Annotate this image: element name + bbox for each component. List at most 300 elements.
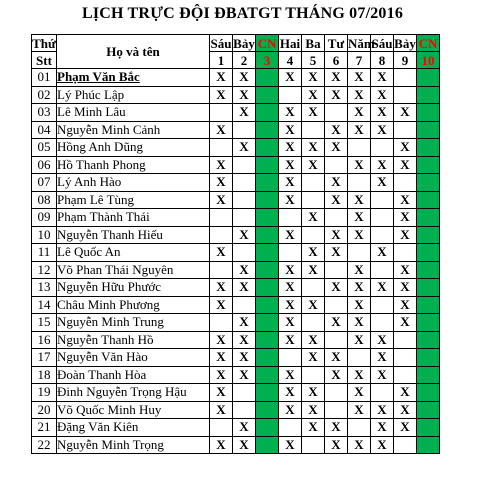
row-name [57,86,210,104]
duty-mark: X [308,86,318,102]
duty-cell [210,174,233,192]
duty-cell [256,436,279,454]
duty-mark: X [239,139,249,155]
header-date: 4 [279,52,302,69]
duty-cell [279,226,302,244]
duty-cell [371,244,394,262]
duty-cell [233,279,256,297]
table-row [32,436,440,454]
duty-mark: X [216,279,226,295]
duty-mark: X [331,139,341,155]
page-title: LỊCH TRỰC ĐỘI ĐBATGT THÁNG 07/2016 [81,5,404,22]
duty-cell [371,401,394,419]
duty-mark: X [354,279,364,295]
duty-cell [371,314,394,332]
duty-cell [302,69,325,87]
duty-mark: X [400,401,410,417]
duty-cell [394,191,417,209]
duty-cell [256,419,279,437]
header-day-of-week: Hai [279,35,301,51]
duty-cell [279,384,302,402]
duty-cell [371,121,394,139]
duty-cell [371,419,394,437]
duty-mark: X [400,139,410,155]
row-stt: 20 [32,401,57,419]
duty-mark: X [400,296,410,312]
duty-cell [210,331,233,349]
duty-cell [348,384,371,402]
duty-cell [417,139,440,157]
duty-cell [233,261,256,279]
duty-cell [233,121,256,139]
header-day-of-week: CN [256,35,279,52]
duty-cell [417,104,440,122]
duty-mark: X [216,174,226,190]
row-name [57,436,210,454]
duty-cell [394,209,417,227]
duty-mark: X [354,401,364,417]
duty-cell [256,349,279,367]
duty-mark: X [331,86,341,102]
header-day-of-week: CN [417,35,440,52]
duty-cell [210,436,233,454]
duty-mark: X [354,226,364,242]
row-name [57,349,210,367]
header-day-of-week: Năm [348,35,375,51]
header-date: 1 [210,52,233,69]
duty-cell [371,296,394,314]
table-row [32,191,440,209]
duty-cell [371,261,394,279]
header-stt: Stt [32,52,57,69]
row-stt: 07 [32,174,57,192]
duty-mark: X [331,244,341,260]
table-row [32,244,440,262]
table-row [32,156,440,174]
row-name [57,156,210,174]
duty-cell [233,296,256,314]
table-row [32,209,440,227]
duty-cell [279,139,302,157]
duty-cell [371,139,394,157]
duty-mark: X [285,384,295,400]
duty-cell [417,436,440,454]
table-row [32,261,440,279]
duty-cell [233,226,256,244]
table-row [32,226,440,244]
duty-cell [302,86,325,104]
duty-cell [371,191,394,209]
duty-cell [256,191,279,209]
schedule-table [31,34,440,454]
duty-cell [210,156,233,174]
duty-mark: X [216,86,226,102]
duty-mark: X [400,191,410,207]
duty-mark: X [377,331,387,347]
duty-cell [348,69,371,87]
duty-cell [256,226,279,244]
row-stt: 03 [32,104,57,122]
table-row [32,419,440,437]
duty-cell [210,296,233,314]
header-date: 3 [256,52,279,69]
table-row [32,366,440,384]
row-name-text: Nguyễn Hữu Phước [57,279,162,295]
duty-mark: X [285,121,295,137]
duty-mark: X [216,156,226,172]
duty-cell [417,86,440,104]
duty-cell [325,104,348,122]
duty-mark: X [377,349,387,365]
duty-mark: X [239,314,249,330]
duty-mark: X [354,384,364,400]
row-name [57,226,210,244]
duty-mark: X [239,331,249,347]
duty-mark: X [400,226,410,242]
row-name [57,104,210,122]
row-name [57,139,210,157]
table-row [32,86,440,104]
duty-cell [302,401,325,419]
duty-cell [279,121,302,139]
duty-cell [371,384,394,402]
header-date: 10 [417,52,440,69]
duty-cell [256,86,279,104]
duty-cell [325,366,348,384]
duty-mark: X [216,69,226,85]
duty-cell [348,436,371,454]
duty-cell [394,419,417,437]
header-date: 6 [325,52,348,69]
duty-cell [256,261,279,279]
duty-cell [233,244,256,262]
duty-cell [417,244,440,262]
duty-mark: X [377,244,387,260]
duty-cell [256,296,279,314]
header-date: 5 [302,52,325,69]
duty-cell [348,261,371,279]
row-name-text: Lý Phúc Lập [57,86,125,102]
duty-cell [210,191,233,209]
header-date: 2 [233,52,256,69]
duty-cell [417,384,440,402]
duty-cell [348,401,371,419]
duty-mark: X [377,401,387,417]
duty-cell [302,139,325,157]
duty-cell [210,104,233,122]
duty-cell [325,261,348,279]
duty-mark: X [400,209,410,225]
duty-mark: X [216,366,226,382]
duty-mark: X [331,279,341,295]
duty-mark: X [285,69,295,85]
duty-cell [371,366,394,384]
row-name-text: Đặng Văn Kiên [57,419,139,435]
duty-mark: X [308,156,318,172]
header-date: 7 [348,52,371,69]
duty-cell [394,296,417,314]
duty-cell [210,366,233,384]
table-row [32,296,440,314]
row-name [57,174,210,192]
duty-cell [348,244,371,262]
duty-mark: X [331,226,341,242]
duty-cell [348,331,371,349]
row-stt: 06 [32,156,57,174]
duty-cell [348,104,371,122]
duty-mark: X [354,296,364,312]
duty-cell [325,121,348,139]
duty-mark: X [285,226,295,242]
duty-cell [348,86,371,104]
duty-cell [279,419,302,437]
duty-mark: X [285,174,295,190]
row-name-text: Phạm Thành Thái [57,209,150,225]
duty-cell [417,121,440,139]
duty-mark: X [331,121,341,137]
row-name [57,419,210,437]
row-stt: 05 [32,139,57,157]
row-name [57,69,210,87]
row-name-text: Nguyễn Minh Trung [57,314,164,330]
duty-cell [279,244,302,262]
header-day-of-week: Tư [325,35,348,52]
duty-cell [348,191,371,209]
duty-cell [325,156,348,174]
duty-mark: X [308,384,318,400]
duty-cell [394,156,417,174]
duty-mark: X [239,419,249,435]
duty-mark: X [354,86,364,102]
duty-cell [233,191,256,209]
duty-cell [325,419,348,437]
duty-cell [279,191,302,209]
duty-cell [210,86,233,104]
duty-cell [325,209,348,227]
duty-cell [394,69,417,87]
duty-mark: X [377,419,387,435]
duty-mark: X [285,104,295,120]
row-name [57,244,210,262]
duty-cell [394,401,417,419]
duty-mark: X [331,349,341,365]
duty-cell [233,209,256,227]
row-name-text: Nguyễn Thanh Hồ [57,331,154,347]
duty-cell [417,69,440,87]
duty-cell [417,349,440,367]
duty-cell [233,436,256,454]
header-day-of-week: Bảy [394,35,416,51]
duty-cell [417,366,440,384]
duty-cell [417,279,440,297]
duty-mark: X [285,314,295,330]
duty-mark: X [239,261,249,277]
duty-cell [371,349,394,367]
duty-cell [279,401,302,419]
row-stt: 17 [32,349,57,367]
row-name [57,314,210,332]
duty-mark: X [285,401,295,417]
duty-cell [233,331,256,349]
duty-cell [325,69,348,87]
duty-cell [279,296,302,314]
duty-cell [325,244,348,262]
header-day-of-week: Sáu [210,35,232,51]
duty-cell [325,191,348,209]
row-stt: 01 [32,69,57,87]
row-name-text: Nguyễn Văn Hào [57,349,148,365]
row-name-text: Lê Quốc An [57,244,121,260]
row-stt: 16 [32,331,57,349]
duty-mark: X [308,419,318,435]
duty-cell [233,69,256,87]
row-stt: 12 [32,261,57,279]
row-name [57,279,210,297]
duty-cell [256,279,279,297]
row-name-text: Lê Minh Lâu [57,104,126,120]
duty-mark: X [354,69,364,85]
duty-cell [371,436,394,454]
duty-cell [348,226,371,244]
duty-cell [325,174,348,192]
duty-mark: X [400,261,410,277]
duty-mark: X [285,261,295,277]
row-stt: 13 [32,279,57,297]
duty-mark: X [285,191,295,207]
duty-cell [348,121,371,139]
duty-cell [256,366,279,384]
duty-cell [394,384,417,402]
duty-cell [325,314,348,332]
duty-cell [256,314,279,332]
duty-cell [302,366,325,384]
table-row [32,69,440,87]
duty-mark: X [354,436,364,452]
duty-mark: X [377,86,387,102]
row-name [57,296,210,314]
duty-mark: X [308,296,318,312]
duty-cell [348,366,371,384]
duty-mark: X [308,209,318,225]
duty-cell [394,279,417,297]
row-name-text: Nguyễn Minh Cảnh [57,121,161,137]
duty-cell [256,244,279,262]
duty-mark: X [216,401,226,417]
duty-cell [371,104,394,122]
table-row [32,139,440,157]
duty-cell [279,86,302,104]
row-name-text: Hồ Thanh Phong [57,156,146,172]
duty-mark: X [400,279,410,295]
duty-cell [279,314,302,332]
duty-mark: X [354,191,364,207]
duty-cell [325,226,348,244]
duty-cell [302,156,325,174]
duty-mark: X [308,401,318,417]
duty-cell [348,209,371,227]
duty-cell [210,139,233,157]
duty-cell [417,191,440,209]
table-row [32,401,440,419]
row-name [57,401,210,419]
duty-cell [417,209,440,227]
duty-cell [233,401,256,419]
duty-cell [417,261,440,279]
table-row [32,174,440,192]
row-stt: 11 [32,244,57,262]
duty-mark: X [308,261,318,277]
duty-cell [394,366,417,384]
duty-cell [348,156,371,174]
row-name-text: Võ Phan Thái Nguyên [57,261,174,277]
duty-cell [348,139,371,157]
row-stt: 21 [32,419,57,437]
duty-cell [302,419,325,437]
duty-cell [325,279,348,297]
duty-cell [394,349,417,367]
duty-cell [210,349,233,367]
duty-mark: X [239,86,249,102]
duty-mark: X [354,121,364,137]
table-row [32,314,440,332]
row-name [57,209,210,227]
duty-cell [279,261,302,279]
duty-mark: X [216,349,226,365]
duty-cell [233,419,256,437]
duty-mark: X [331,174,341,190]
duty-cell [417,314,440,332]
duty-cell [302,296,325,314]
duty-cell [394,226,417,244]
row-name [57,366,210,384]
duty-cell [348,419,371,437]
duty-mark: X [216,121,226,137]
duty-mark: X [377,156,387,172]
duty-mark: X [354,314,364,330]
duty-mark: X [354,331,364,347]
duty-mark: X [354,156,364,172]
duty-cell [233,86,256,104]
duty-cell [302,209,325,227]
duty-mark: X [239,226,249,242]
duty-cell [371,174,394,192]
duty-cell [256,121,279,139]
duty-cell [256,139,279,157]
header-thu: Thứ [32,35,56,51]
duty-mark: X [216,191,226,207]
table-row [32,121,440,139]
duty-cell [348,174,371,192]
duty-cell [210,209,233,227]
duty-mark: X [285,296,295,312]
duty-cell [325,401,348,419]
duty-cell [371,209,394,227]
row-stt: 08 [32,191,57,209]
duty-cell [233,384,256,402]
duty-cell [302,191,325,209]
duty-cell [371,156,394,174]
duty-mark: X [216,244,226,260]
duty-cell [256,156,279,174]
duty-mark: X [400,156,410,172]
duty-mark: X [331,314,341,330]
duty-mark: X [239,104,249,120]
duty-cell [233,366,256,384]
duty-cell [302,226,325,244]
row-name-text: Đoàn Thanh Hòa [57,366,147,382]
duty-cell [302,436,325,454]
duty-cell [233,139,256,157]
